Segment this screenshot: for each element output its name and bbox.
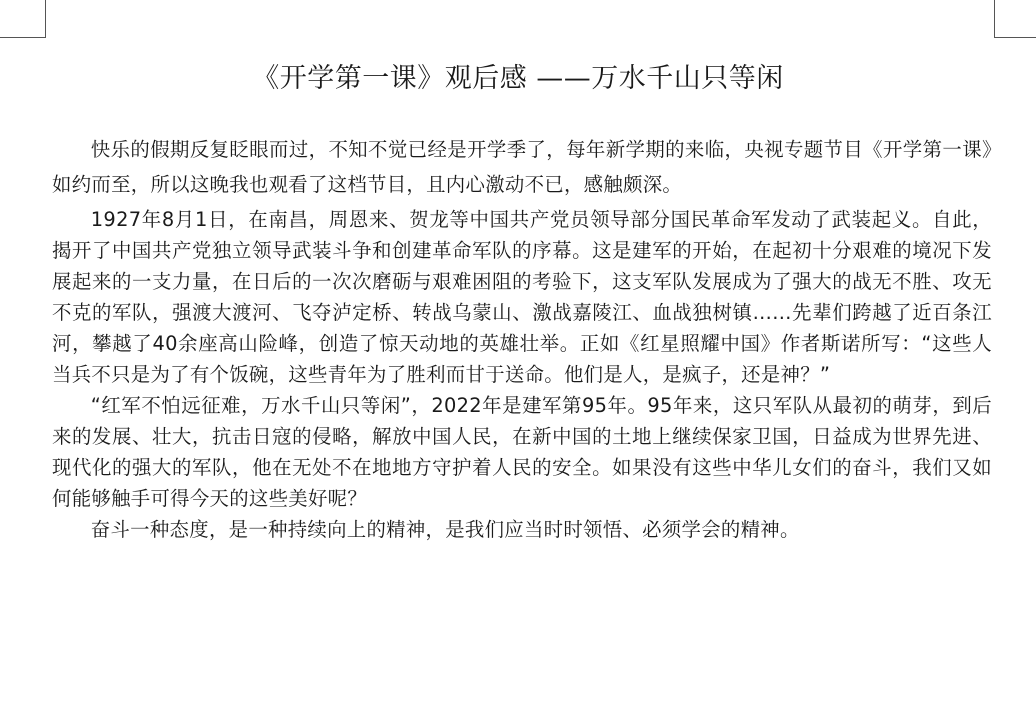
paragraph-3: “红军不怕远征难，万水千山只等闲”，2022年是建军第95年。95年来，这只军队从最初的萌芽，到后来的发展、壮大，抗击日寇的侵略，解放中国人民，在新中国的土地上继续保家卫国，日益成为世界先进、现代化的强大的军队，他在无处不在地地方守护着人民的安全。如果没有这些中华儿女们的奋斗，我们又如何能够触手可得今天的这些美好呢？: [52, 394, 992, 510]
paragraph-4: 奋斗一种态度，是一种持续向上的精神，是我们应当时时领悟、必须学会的精神。: [90, 518, 800, 541]
crop-mark-top-left-vertical: [45, 0, 46, 37]
crop-mark-top-right-horizontal: [994, 37, 1036, 38]
crop-mark-top-right-vertical: [994, 0, 995, 37]
document-body: [52, 132, 992, 545]
document-title: 《开学第一课》观后感 ——万水千山只等闲: [252, 63, 784, 94]
paragraph-2: 1927年8月1日，在南昌，周恩来、贺龙等中国共产党员领导部分国民革命军发动了武装起义。自此，揭开了中国共产党独立领导武装斗争和创建革命军队的序幕。这是建军的开始，在起初十分艰难的境况下发展起来的一支力量，在日后的一次次磨砺与艰难困阻的考验下，这支军队发展成为了强大的战无不胜、攻无不克的军队，强渡大渡河、飞夺泸定桥、转战乌蒙山、激战嘉陵江、血战独树镇……先辈们跨越了近百条江河，攀越了40余座高山险峰，创造了惊天动地的英雄壮举。正如《红星照耀中国》作者斯诺所写：“这些人当兵不只是为了有个饭碗，这些青年为了胜利而甘于送命。他们是人，是疯子，还是神？”: [52, 208, 992, 386]
crop-mark-top-left-horizontal: [0, 37, 46, 38]
paragraph-1: 快乐的假期反复眨眼而过，不知不觉已经是开学季了，每年新学期的来临，央视专题节目《开学第一课》如约而至，所以这晚我也观看了这档节目，且内心激动不已，感触颇深。: [52, 138, 992, 196]
